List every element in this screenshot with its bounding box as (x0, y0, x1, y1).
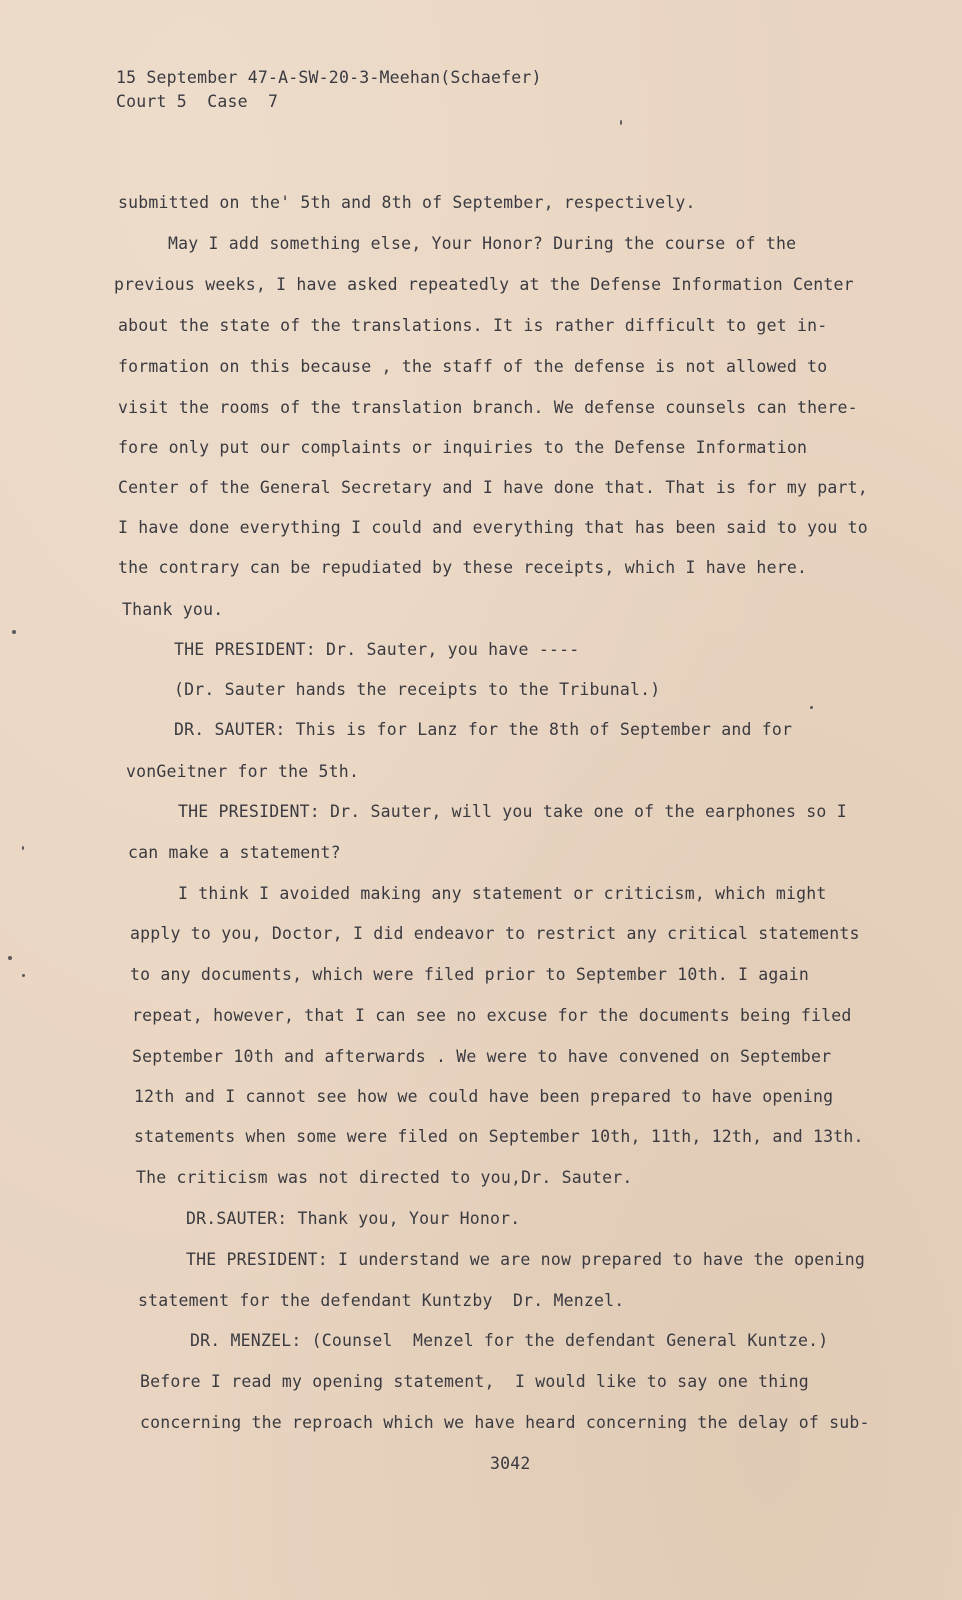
page-number: 3042 (490, 1454, 531, 1473)
header-line-2: Court 5 Case 7 (116, 92, 279, 111)
body-line: previous weeks, I have asked repeatedly at the Defense Information Center (114, 275, 854, 294)
body-line: formation on this because , the staff of the defense is not allowed to (118, 357, 828, 376)
body-line: Before I read my opening statement, I would like to say one thing (140, 1372, 809, 1391)
body-line: September 10th and afterwards . We were to have convened on September (132, 1047, 832, 1066)
body-line: can make a statement? (128, 843, 341, 862)
body-line: submitted on the' 5th and 8th of September, respectively. (118, 193, 696, 212)
body-line: The criticism was not directed to you,Dr. Sauter. (136, 1168, 633, 1187)
body-line: I have done everything I could and everything that has been said to you to (118, 518, 868, 537)
body-line: apply to you, Doctor, I did endeavor to restrict any critical statements (130, 924, 860, 943)
header-line-1: 15 September 47-A-SW-20-3-Meehan(Schaefer) (116, 68, 542, 87)
body-line: DR.SAUTER: Thank you, Your Honor. (186, 1209, 521, 1228)
paper-speck (22, 974, 25, 977)
body-line: Center of the General Secretary and I have done that. That is for my part, (118, 478, 868, 497)
body-line: THE PRESIDENT: I understand we are now prepared to have the opening (186, 1250, 865, 1269)
body-line: DR. MENZEL: (Counsel Menzel for the defendant General Kuntze.) (190, 1331, 829, 1350)
body-line: concerning the reproach which we have heard concerning the delay of sub- (140, 1413, 870, 1432)
body-line: (Dr. Sauter hands the receipts to the Tribunal.) (174, 680, 661, 699)
body-line: May I add something else, Your Honor? During the course of the (168, 234, 797, 253)
body-line: THE PRESIDENT: Dr. Sauter, you have ---- (174, 640, 580, 659)
body-line: statement for the defendant Kuntzby Dr. Menzel. (138, 1291, 625, 1310)
body-line: statements when some were filed on September 10th, 11th, 12th, and 13th. (134, 1127, 864, 1146)
body-line: I think I avoided making any statement or criticism, which might (178, 884, 827, 903)
paper-speck (620, 120, 622, 125)
body-line: fore only put our complaints or inquiries to the Defense Information (118, 438, 808, 457)
body-line: repeat, however, that I can see no excuse for the documents being filed (132, 1006, 852, 1025)
body-line: vonGeitner for the 5th. (126, 762, 360, 781)
paper-speck (12, 630, 16, 634)
body-line: Thank you. (122, 600, 224, 619)
body-line: to any documents, which were filed prior to September 10th. I again (130, 965, 809, 984)
body-line: 12th and I cannot see how we could have been prepared to have opening (134, 1087, 834, 1106)
paper-speck (8, 956, 12, 960)
paper-speck (22, 846, 24, 850)
body-line: about the state of the translations. It is rather difficult to get in- (118, 316, 828, 335)
body-line: the contrary can be repudiated by these receipts, which I have here. (118, 558, 808, 577)
paper-speck (810, 706, 813, 709)
body-line: visit the rooms of the translation branch. We defense counsels can there- (118, 398, 858, 417)
body-line: THE PRESIDENT: Dr. Sauter, will you take one of the earphones so I (178, 802, 847, 821)
body-line: DR. SAUTER: This is for Lanz for the 8th of September and for (174, 720, 793, 739)
